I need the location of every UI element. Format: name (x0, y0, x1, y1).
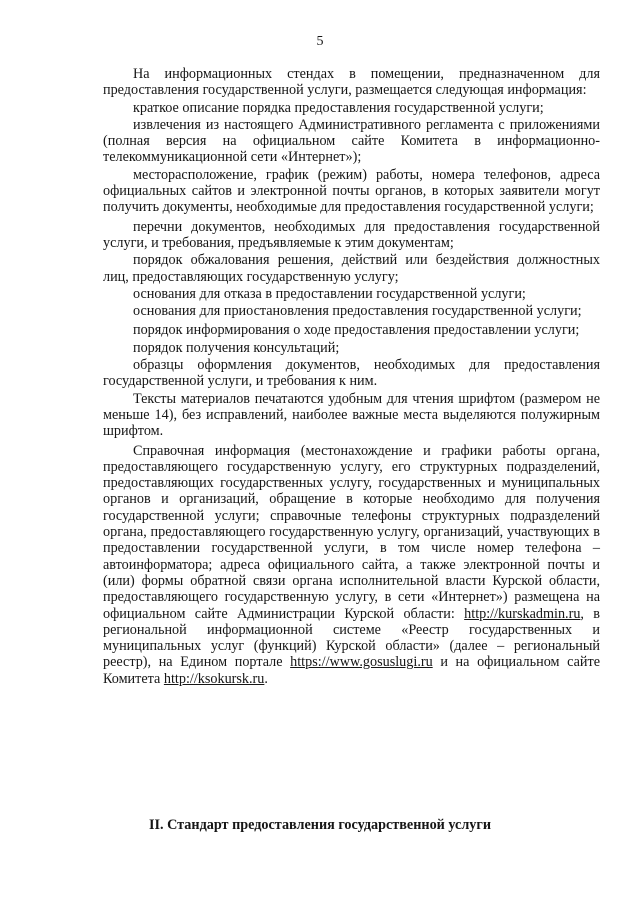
list-item: порядок обжалования решения, действий или бездействия должностных лиц, предоставляющих государственную услугу; (103, 252, 600, 285)
kurskadmin-link[interactable]: http://kurskadmin.ru (464, 605, 581, 622)
reference-text: Справочная информация (местонахождение и графики работы органа, предоставляющего государственную услугу, его структурных подразделений, предоставляющих государственных услугу, государственных и муниципальных органов и организаций, обращение в которые необходимо для получения государственной услуги; справочные телефоны структурных подразделений органа, предоставляющего государственную услугу, организаций, участвующих в предоставлении государственной услуги, в том числе номер телефона – автоинформатора; адреса официального сайта, а также электронной почты и (или) формы обратной связи органа исполнительной власти Курской области, предоставляющего государственную услугу, в сети «Интернет») размещена на официальном сайте Администрации Курской области: (103, 442, 600, 622)
list-item: месторасположение, график (режим) работы, номера телефонов, адреса официальных сайтов и электронной почты органов, в которых заявители могут получить документы, необходимые для предоставления государственной услуги; (103, 166, 600, 216)
intro-paragraph: На информационных стендах в помещении, предназначенном для предоставления государственной услуги, размещается следующая информация: (103, 66, 600, 99)
list-item: порядок получения консультаций; (133, 339, 340, 356)
list-item: образцы оформления документов, необходимых для предоставления государственной услуги, и требования к ним. (103, 357, 600, 390)
section-heading: II. Стандарт предоставления государственной услуги (148, 817, 492, 833)
fonts-note-paragraph: Тексты материалов печатаются удобным для чтения шрифтом (размером не меньше 14), без исправлений, наиболее важные места выделяются полужирным шрифтом. (103, 390, 600, 440)
reference-text: . (264, 670, 268, 687)
list-item: порядок информирования о ходе предоставления предоставлении услуги; (133, 322, 580, 339)
page-number: 5 (316, 34, 324, 49)
document-body (103, 66, 600, 687)
list-item: извлечения из настоящего Административного регламента с приложениями (полная версия на официальном сайте Комитета в информационно-телекоммуникационной сети «Интернет»); (103, 116, 600, 166)
ksokursk-link[interactable]: http://ksokursk.ru (163, 670, 265, 687)
list-item: основания для приостановления предоставления государственной услуги; (133, 303, 582, 320)
list-item: краткое описание порядка предоставления государственной услуги; (133, 99, 544, 116)
reference-text: , в региональной информационной системе «Реестр государственных и муниципальных услуг (функций) Курской области» (далее – региональный реестр), на Едином портале (103, 605, 601, 671)
list-item: основания для отказа в предоставлении государственной услуги; (133, 285, 526, 302)
reference-info-paragraph (103, 443, 600, 687)
list-item: перечни документов, необходимых для предоставления государственной услуги, и требования, предъявляемые к этим документам; (103, 218, 600, 251)
reference-text: и на официальном сайте Комитета (103, 654, 600, 687)
gosuslugi-link[interactable]: https://www.gosuslugi.ru (290, 654, 433, 671)
